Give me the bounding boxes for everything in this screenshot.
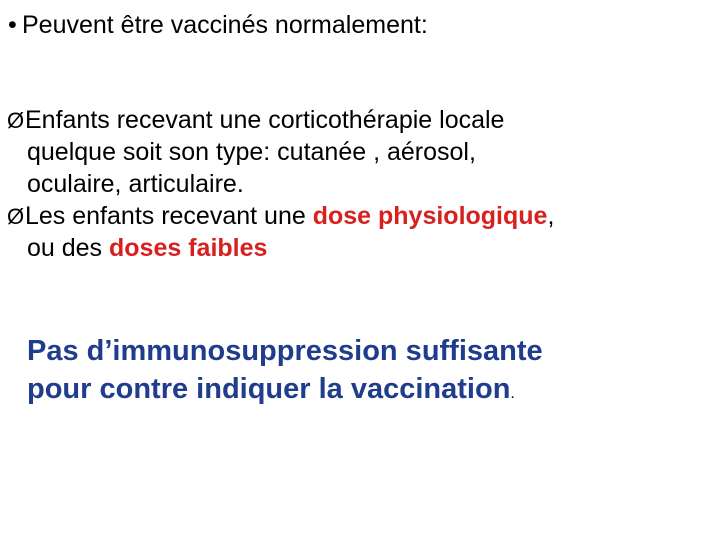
list-item-text: ou des (27, 234, 110, 262)
conclusion-line-2 (27, 370, 515, 413)
list-item-text: Les enfants recevant une (25, 202, 313, 230)
heading (8, 9, 428, 41)
arrow-bullet-icon: Ø (7, 108, 25, 133)
heading-text: Peuvent être vaccinés normalement: (22, 11, 428, 39)
list-item-1-line-1 (7, 104, 504, 137)
conclusion-line-1: Pas d’immunosuppression suffisante (27, 335, 543, 367)
highlight-dose-physiologique: dose physiologique (312, 202, 548, 230)
bullet-icon: • (8, 11, 17, 39)
conclusion-text: pour contre indiquer la vaccination (27, 373, 511, 405)
list-item-suffix: , (547, 202, 555, 230)
list-item-text: Enfants recevant une corticothérapie locale (25, 106, 505, 134)
conclusion-period: . (510, 385, 515, 402)
highlight-doses-faibles: doses faibles (109, 234, 268, 262)
list-item-2-line-2 (27, 232, 267, 264)
list-item-1-line-3: oculaire, articulaire. (27, 170, 244, 198)
list-item-2-line-1 (7, 200, 554, 233)
list-item-1-line-2: quelque soit son type: cutanée , aérosol, (27, 138, 476, 166)
arrow-bullet-icon: Ø (7, 204, 25, 229)
